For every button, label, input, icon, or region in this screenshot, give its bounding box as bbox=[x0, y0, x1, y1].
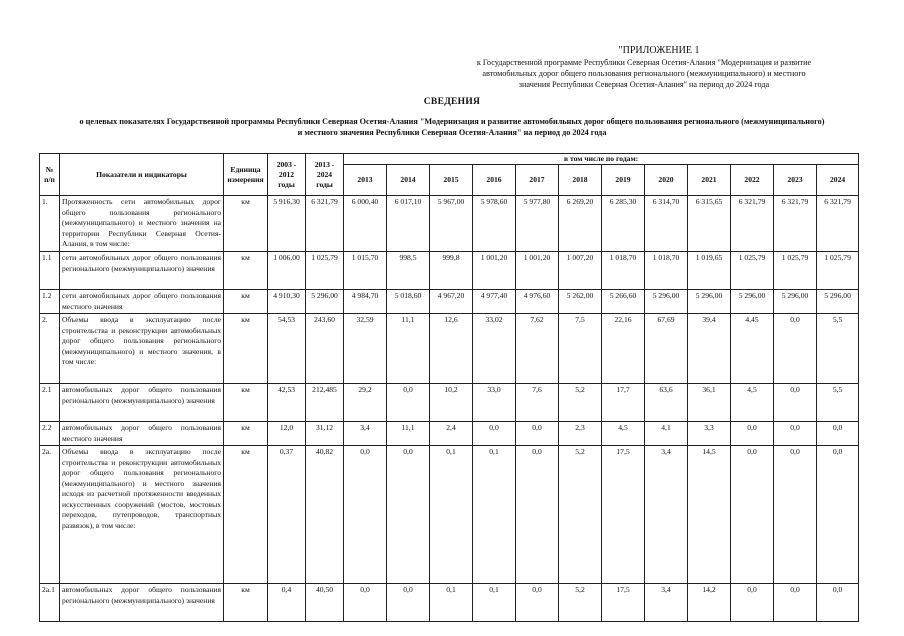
row-year-value: 5,5 bbox=[817, 384, 859, 422]
row-year-value: 0,0 bbox=[817, 446, 859, 584]
appendix-line: значения Республики Северная Осетия-Алания" на период до 2024 года bbox=[518, 80, 770, 89]
document-heading: СВЕДЕНИЯ bbox=[423, 97, 481, 107]
row-year-value: 6 321,79 bbox=[731, 196, 774, 252]
row-number: 2а. bbox=[40, 446, 60, 584]
row-year-value: 5 296,00 bbox=[774, 290, 817, 314]
row-year-value: 3,4 bbox=[645, 584, 688, 622]
subheading-line: и местного значения Республики Северная Осетия-Алания" на период до 2024 года bbox=[297, 128, 607, 137]
row-year-value: 5,2 bbox=[559, 584, 602, 622]
row-year-value: 2,3 bbox=[559, 422, 602, 446]
row-year-value: 17,7 bbox=[602, 384, 645, 422]
header-year: 2021 bbox=[688, 165, 731, 196]
header-num: № п/п bbox=[40, 154, 60, 196]
header-year: 2022 bbox=[731, 165, 774, 196]
header-year: 2023 bbox=[774, 165, 817, 196]
row-period-1: 0,4 bbox=[268, 584, 306, 622]
row-year-value: 0,0 bbox=[774, 422, 817, 446]
row-year-value: 63,6 bbox=[645, 384, 688, 422]
row-indicator: автомобильных дорог общего пользования регионального (межмуниципального) значения bbox=[60, 584, 224, 622]
row-unit: км bbox=[224, 422, 268, 446]
row-year-value: 1 001,20 bbox=[516, 252, 559, 290]
row-year-value: 0,0 bbox=[516, 584, 559, 622]
row-year-value: 4 984,70 bbox=[344, 290, 387, 314]
row-year-value: 5 266,60 bbox=[602, 290, 645, 314]
row-year-value: 0,0 bbox=[387, 446, 430, 584]
row-indicator: сети автомобильных дорог общего пользования регионального (межмуниципального) значения bbox=[60, 252, 224, 290]
row-year-value: 0,0 bbox=[387, 384, 430, 422]
indicators-table bbox=[39, 153, 859, 622]
row-year-value: 6 000,40 bbox=[344, 196, 387, 252]
row-indicator: Объемы ввода в эксплуатацию после строительства и реконструкции автомобильных дорог общего пользования регионального (межмуниципального) и местного значения, в том числе: bbox=[60, 314, 224, 384]
header-year: 2013 bbox=[344, 165, 387, 196]
row-unit: км bbox=[224, 584, 268, 622]
header-name: Показатели и индикаторы bbox=[60, 154, 224, 196]
header-unit: Единица измерения bbox=[224, 154, 268, 196]
row-year-value: 6 017,10 bbox=[387, 196, 430, 252]
row-year-value: 5 296,00 bbox=[645, 290, 688, 314]
subheading-line: о целевых показателях Государственной программы Республики Северная Осетия-Алания "Модернизация и развитие автомобильных дорог общего пользования регионального (межмуниципального) bbox=[79, 117, 825, 126]
row-year-value: 12,6 bbox=[430, 314, 473, 384]
row-year-value: 1 018,70 bbox=[602, 252, 645, 290]
row-unit: км bbox=[224, 446, 268, 584]
row-year-value: 1 007,20 bbox=[559, 252, 602, 290]
row-number: 1.1 bbox=[40, 252, 60, 290]
row-year-value: 6 269,20 bbox=[559, 196, 602, 252]
row-unit: км bbox=[224, 252, 268, 290]
row-number: 1.2 bbox=[40, 290, 60, 314]
table-row bbox=[40, 252, 859, 290]
row-year-value: 5,2 bbox=[559, 446, 602, 584]
row-year-value: 0,0 bbox=[817, 422, 859, 446]
row-unit: км bbox=[224, 196, 268, 252]
row-year-value: 5,5 bbox=[817, 314, 859, 384]
row-number: 2а.1 bbox=[40, 584, 60, 622]
row-indicator: Объемы ввода в эксплуатацию после строительства и реконструкции автомобильных дорог общего пользования регионального (межмуниципального) и местного значения исходя из расчетной протяженности введенных искусственных сооружений (мостов, мостовых переходов, путепроводов, транспортных развязок), в том числе: bbox=[60, 446, 224, 584]
row-period-1: 1 006,00 bbox=[268, 252, 306, 290]
row-year-value: 4 977,40 bbox=[473, 290, 516, 314]
row-year-value: 17,5 bbox=[602, 446, 645, 584]
row-year-value: 22,16 bbox=[602, 314, 645, 384]
row-year-value: 0,0 bbox=[473, 422, 516, 446]
row-year-value: 5 296,00 bbox=[688, 290, 731, 314]
table-row bbox=[40, 314, 859, 384]
row-year-value: 6 315,65 bbox=[688, 196, 731, 252]
row-period-2: 212,485 bbox=[306, 384, 344, 422]
row-year-value: 0,0 bbox=[516, 422, 559, 446]
row-year-value: 10,2 bbox=[430, 384, 473, 422]
table-row bbox=[40, 422, 859, 446]
row-year-value: 0,0 bbox=[731, 584, 774, 622]
appendix-header bbox=[459, 45, 829, 90]
row-year-value: 4,5 bbox=[731, 384, 774, 422]
header-year: 2014 bbox=[387, 165, 430, 196]
table-row bbox=[40, 384, 859, 422]
row-period-1: 42,53 bbox=[268, 384, 306, 422]
row-year-value: 33,0 bbox=[473, 384, 516, 422]
row-year-value: 2,4 bbox=[430, 422, 473, 446]
row-year-value: 0,0 bbox=[774, 446, 817, 584]
row-year-value: 33,02 bbox=[473, 314, 516, 384]
header-year: 2016 bbox=[473, 165, 516, 196]
row-year-value: 0,1 bbox=[430, 584, 473, 622]
row-period-2: 31,12 bbox=[306, 422, 344, 446]
row-unit: км bbox=[224, 314, 268, 384]
row-period-2: 1 025,79 bbox=[306, 252, 344, 290]
row-year-value: 7,62 bbox=[516, 314, 559, 384]
row-year-value: 6 321,79 bbox=[817, 196, 859, 252]
row-year-value: 5 977,80 bbox=[516, 196, 559, 252]
row-year-value: 1 025,79 bbox=[774, 252, 817, 290]
row-year-value: 5 978,60 bbox=[473, 196, 516, 252]
row-year-value: 5 018,60 bbox=[387, 290, 430, 314]
row-indicator: Протяженность сети автомобильных дорог общего пользования регионального (межмуниципального) и местного значения на территории Республики Северная Осетия-Алания, в том числе: bbox=[60, 196, 224, 252]
row-period-1: 54,53 bbox=[268, 314, 306, 384]
row-year-value: 1 015,70 bbox=[344, 252, 387, 290]
row-year-value: 32,59 bbox=[344, 314, 387, 384]
row-year-value: 3,3 bbox=[688, 422, 731, 446]
row-year-value: 1 025,79 bbox=[817, 252, 859, 290]
row-year-value: 0,0 bbox=[774, 584, 817, 622]
row-year-value: 36,1 bbox=[688, 384, 731, 422]
row-year-value: 11,1 bbox=[387, 422, 430, 446]
row-year-value: 5 296,00 bbox=[817, 290, 859, 314]
row-year-value: 0,0 bbox=[344, 584, 387, 622]
row-number: 1. bbox=[40, 196, 60, 252]
row-period-1: 5 916,30 bbox=[268, 196, 306, 252]
row-number: 2. bbox=[40, 314, 60, 384]
header-by-years: в том числе по годам: bbox=[344, 154, 859, 165]
row-year-value: 998,5 bbox=[387, 252, 430, 290]
row-year-value: 4,45 bbox=[731, 314, 774, 384]
row-year-value: 4,1 bbox=[645, 422, 688, 446]
row-year-value: 6 321,79 bbox=[774, 196, 817, 252]
row-unit: км bbox=[224, 290, 268, 314]
row-indicator: автомобильных дорог общего пользования местного значения bbox=[60, 422, 224, 446]
row-year-value: 1 001,20 bbox=[473, 252, 516, 290]
row-period-2: 40,82 bbox=[306, 446, 344, 584]
row-year-value: 1 019,65 bbox=[688, 252, 731, 290]
row-period-2: 40,50 bbox=[306, 584, 344, 622]
row-year-value: 3,4 bbox=[645, 446, 688, 584]
row-period-2: 5 296,00 bbox=[306, 290, 344, 314]
row-year-value: 1 018,70 bbox=[645, 252, 688, 290]
row-year-value: 0,0 bbox=[344, 446, 387, 584]
row-year-value: 0,0 bbox=[774, 384, 817, 422]
header-period-1: 2003 - 2012 годы bbox=[268, 154, 306, 196]
table-row bbox=[40, 584, 859, 622]
row-year-value: 39,4 bbox=[688, 314, 731, 384]
row-year-value: 5,2 bbox=[559, 384, 602, 422]
row-year-value: 0,0 bbox=[516, 446, 559, 584]
row-year-value: 0,0 bbox=[731, 446, 774, 584]
row-year-value: 0,1 bbox=[473, 584, 516, 622]
row-year-value: 29,2 bbox=[344, 384, 387, 422]
row-year-value: 0,0 bbox=[731, 422, 774, 446]
row-indicator: автомобильных дорог общего пользования регионального (межмуниципального) значения bbox=[60, 384, 224, 422]
row-indicator: сети автомобильных дорог общего пользования местного значения bbox=[60, 290, 224, 314]
row-year-value: 0,0 bbox=[817, 584, 859, 622]
row-period-1: 0,37 bbox=[268, 446, 306, 584]
table-row bbox=[40, 446, 859, 584]
header-period-2: 2013 - 2024 годы bbox=[306, 154, 344, 196]
row-year-value: 11,1 bbox=[387, 314, 430, 384]
header-year: 2017 bbox=[516, 165, 559, 196]
header-year: 2024 bbox=[817, 165, 859, 196]
row-year-value: 999,8 bbox=[430, 252, 473, 290]
appendix-title: "ПРИЛОЖЕНИЕ 1 bbox=[618, 45, 700, 56]
row-year-value: 14,2 bbox=[688, 584, 731, 622]
header-year: 2015 bbox=[430, 165, 473, 196]
row-unit: км bbox=[224, 384, 268, 422]
row-number: 2.2 bbox=[40, 422, 60, 446]
table-row bbox=[40, 196, 859, 252]
header-year: 2020 bbox=[645, 165, 688, 196]
row-year-value: 5 296,00 bbox=[731, 290, 774, 314]
row-year-value: 4 976,60 bbox=[516, 290, 559, 314]
row-year-value: 4,5 bbox=[602, 422, 645, 446]
row-year-value: 0,1 bbox=[430, 446, 473, 584]
appendix-line: к Государственной программе Республики Северная Осетия-Алания "Модернизация и развитие bbox=[476, 58, 812, 67]
row-year-value: 7,5 bbox=[559, 314, 602, 384]
row-year-value: 14,5 bbox=[688, 446, 731, 584]
row-year-value: 0,1 bbox=[473, 446, 516, 584]
row-year-value: 67,69 bbox=[645, 314, 688, 384]
row-year-value: 5 967,00 bbox=[430, 196, 473, 252]
document-subheading bbox=[30, 116, 874, 138]
row-period-2: 6 321,79 bbox=[306, 196, 344, 252]
row-number: 2.1 bbox=[40, 384, 60, 422]
row-period-2: 243,60 bbox=[306, 314, 344, 384]
row-year-value: 4 967,20 bbox=[430, 290, 473, 314]
row-year-value: 5 262,00 bbox=[559, 290, 602, 314]
row-year-value: 3,4 bbox=[344, 422, 387, 446]
row-year-value: 1 025,79 bbox=[731, 252, 774, 290]
header-year: 2018 bbox=[559, 165, 602, 196]
row-year-value: 0,0 bbox=[774, 314, 817, 384]
row-year-value: 6 314,70 bbox=[645, 196, 688, 252]
appendix-line: автомобильных дорог общего пользования регионального (межмуниципального) и местного bbox=[482, 69, 806, 78]
header-year: 2019 bbox=[602, 165, 645, 196]
row-year-value: 0,0 bbox=[387, 584, 430, 622]
row-year-value: 17,5 bbox=[602, 584, 645, 622]
row-year-value: 6 285,30 bbox=[602, 196, 645, 252]
row-period-1: 4 910,30 bbox=[268, 290, 306, 314]
row-period-1: 12,0 bbox=[268, 422, 306, 446]
row-year-value: 7,6 bbox=[516, 384, 559, 422]
table-row bbox=[40, 290, 859, 314]
